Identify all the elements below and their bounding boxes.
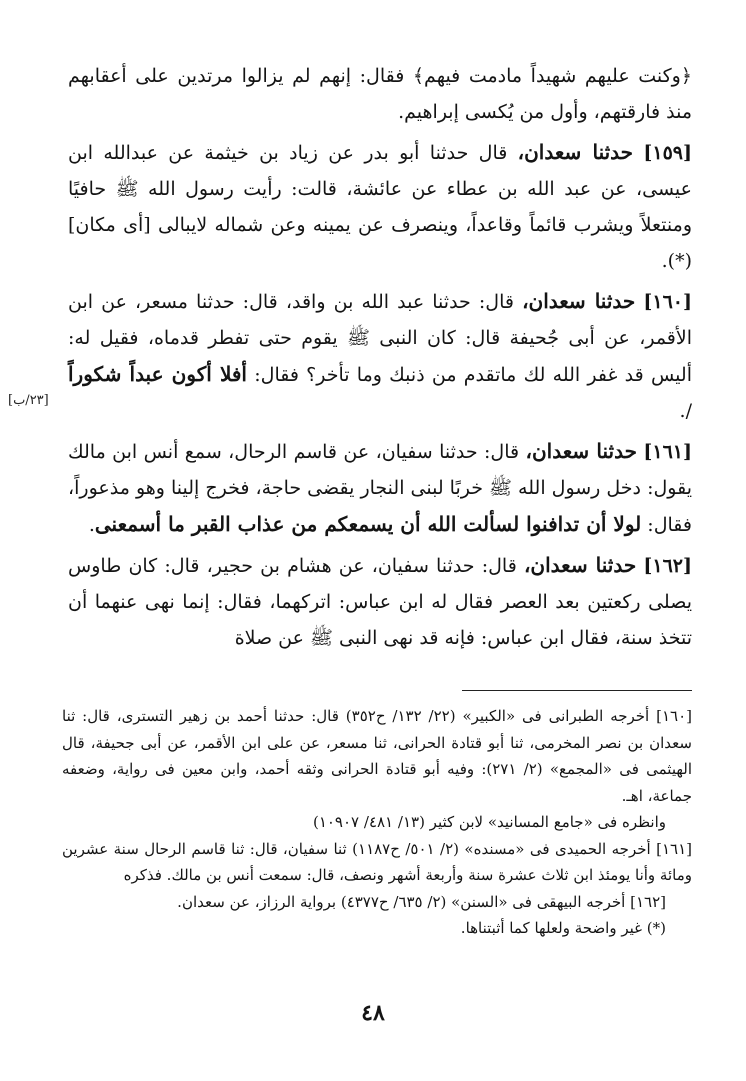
margin-folio-note: [٢٣/ب] — [8, 393, 49, 408]
footnote-160-continued: وانظره فى «جامع المسانيد» لابن كثير (١٣/ ٤٨١/ ١٠٩٠٧) — [312, 813, 666, 831]
narrator-heading: حدثنا سعدان، — [525, 439, 637, 463]
hadith-number: [١٥٩] — [643, 142, 692, 164]
hadith-end: . — [88, 514, 95, 536]
footnote-161: [١٦١] أخرجه الحميدى فى «مسنده» (٢/ ٥٠١/ ح١١٨٧) ثنا سفيان، قال: ثنا قاسم الرحال سنة عشرين ومائة وأنا يومئذ ابن ثلاث عشرة سنة وأربعة أشهر ونصف، قال: سمعت أنس بن مالك. فذكره — [62, 839, 692, 884]
narrator-heading: حدثنا سعدان، — [522, 289, 636, 313]
hadith-text: قال حدثنا أبو بدر عن زياد بن خيثمة عن عبدالله ابن عيسى، عن عبد الله بن عطاء عن عائشة، قالت: رأيت رسول الله ﷺ حافيًا ومنتعلاً ويشرب قائماً وقاعداً، وينصرف عن يمينه وعن شماله لايبالى [أى مكان](*). — [68, 142, 692, 272]
hadith-quote: لولا أن تدافنوا لسألت الله أن يسمعكم من عذاب القبر ما أسمعنى — [94, 512, 642, 536]
hadith-number: [١٦٢] — [643, 555, 693, 577]
footnote-divider — [462, 690, 692, 691]
hadith-162 — [68, 547, 692, 656]
hadith-number: [١٦١] — [643, 441, 692, 463]
hadith-number: [١٦٠] — [643, 291, 692, 313]
intro-line-2: أعقابهم منذ فارقتهم، وأول من يُكسى إبراهيم. — [68, 65, 692, 123]
footnote-162: [١٦٢] أخرجه البيهقى فى «السنن» (٢/ ٦٣٥/ ح٤٣٧٧) برواية الرزاز، عن سعدان. — [177, 892, 666, 911]
intro-paragraph — [68, 58, 692, 130]
hadith-quote: أفلا أكون عبداً شكوراً — [68, 362, 247, 386]
hadith-text: قال: حدثنا سفيان، عن هشام بن حجير، قال: كان طاوس يصلى ركعتين بعد العصر فقال له ابن عباس: اتركهما، فقال: إنما نهى عنهما أن تتخذ سنة، فقال ابن عباس: فإنه قد نهى النبى ﷺ عن صلاة — [68, 555, 692, 649]
main-text — [68, 58, 692, 656]
intro-line-1: ﴿وكنت عليهم شهيداً مادمت فيهم﴾ فقال: إنهم لم يزالوا مرتدين على — [135, 65, 692, 87]
footnote-160: [١٦٠] أخرجه الطبرانى فى «الكبير» (٢٢/ ١٣٢/ ح٣٥٢) قال: حدثنا أحمد بن زهير التسترى، قال: ثنا سعدان بن نصر المخرمى، ثنا أبو قتادة الحرانى، ثنا مسعر، عن على ابن الأقمر، عن أبى جحيفة، قال الهيثمى فى «المجمع» (٢/ ٢٧١): وفيه أبو قتادة الحرانى وثقه أحمد، وابن معين فى رواية، وضعفه جماعة، اهـ. — [62, 707, 692, 805]
hadith-text: قال: حدثنا سفيان، عن قاسم الرحال، سمع أنس ابن مالك يقول: دخل رسول الله ﷺ خربًا لبنى النجار يقضى حاجة، فخرج إلينا وهو مذعوراً، فقال: — [68, 441, 692, 536]
footnotes — [62, 703, 692, 942]
narrator-heading: حدثنا سعدان، — [523, 553, 637, 577]
footnote-asterisk: (*) غير واضحة ولعلها كما أثبتناها. — [460, 919, 666, 937]
page-number: ٤٨ — [361, 1000, 385, 1026]
hadith-159 — [68, 134, 692, 279]
hadith-end: /. — [679, 400, 692, 422]
hadith-text: قال: حدثنا عبد الله بن واقد، قال: حدثنا مسعر، عن ابن الأقمر، عن أبى جُحيفة قال: كان النبى ﷺ يقوم حتى تفطر قدماه، فقيل له: أليس قد غفر الله لك ماتقدم من ذنبك وما تأخر؟ فقال: — [68, 291, 692, 386]
hadith-160 — [68, 283, 692, 429]
hadith-161 — [68, 433, 692, 543]
narrator-heading: حدثنا سعدان، — [517, 140, 634, 164]
